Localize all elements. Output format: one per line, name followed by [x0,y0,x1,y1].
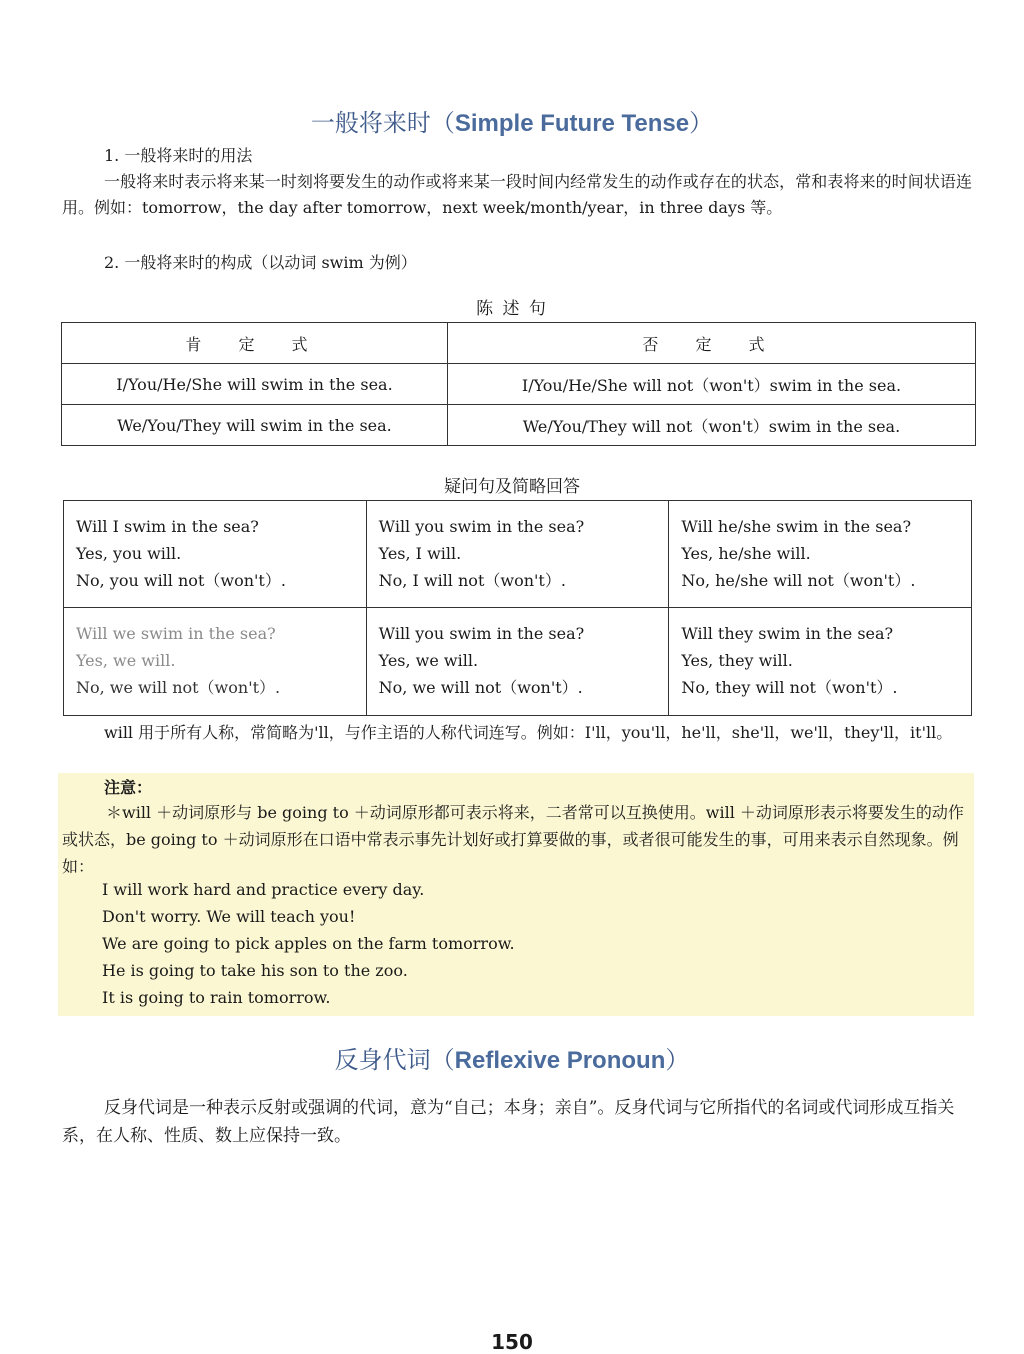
question: Will we swim in the sea? [76,624,276,643]
title-close: ） [689,109,714,137]
table-cell [64,608,367,716]
example-sentence: It is going to rain tomorrow. [102,988,331,1007]
table-cell [366,501,669,608]
interrogative-caption: 疑问句及简略回答 [444,477,580,497]
title-close: ） [665,1046,690,1074]
table-cell: I/You/He/She will not（won't）swim in the sea. [447,364,975,405]
table-cell [366,608,669,716]
section-title-simple-future [0,103,1024,138]
title-en: Simple Future Tense [454,110,690,137]
reflexive-paragraph: 反身代词是一种表示反射或强调的代词，意为“自己；本身；亲自”。反身代词与它所指代的名词或代词形成互指关系，在人称、性质、数上应保持一致。 [62,1098,955,1146]
table-row [62,364,976,405]
note-box [58,773,974,1016]
table-cell [669,501,972,608]
answer-yes: Yes, we will. [76,651,176,670]
answer-yes: Yes, you will. [76,544,182,563]
table-row [64,501,972,608]
table-cell [64,501,367,608]
note-text: ＊will ＋动词原形与 be going to ＋动词原形都可表示将来，二者常可以互换使用。will ＋动词原形表示将要发生的动作或状态，be going to ＋动词原形在口语中常表示事先计划好或打算要做的事，或者很可能发生的事，可用来表示自然现象。例如： [62,803,964,876]
title-en: Reflexive Pronoun [454,1047,666,1074]
answer-yes: Yes, they will. [681,651,793,670]
question: Will you swim in the sea? [378,624,585,643]
form-heading: 2. 一般将来时的构成（以动词 swim 为例） [104,253,417,272]
answer-yes: Yes, we will. [378,651,479,670]
example-sentence: Don't worry. We will teach you! [102,907,356,926]
table-cell: We/You/They will swim in the sea. [62,405,448,446]
header-affirmative: 肯 定 式 [62,323,448,364]
answer-no: No, they will not（won't）. [681,678,898,697]
example-sentence: I will work hard and practice every day. [102,880,425,899]
page-number: 150 [491,1330,533,1354]
title-zh: 反身代词（ [334,1046,455,1074]
declarative-caption: 陈 述 句 [476,299,548,319]
example-sentence: He is going to take his son to the zoo. [102,961,408,980]
title-zh: 一般将来时（ [310,109,455,137]
table-cell [669,608,972,716]
answer-no: No, we will not（won't）. [378,678,583,697]
will-note-paragraph: will 用于所有人称，常简略为'll，与作主语的人称代词连写。例如：I'll，you'll，he'll，she'll，we'll，they'll，it'll。 [104,723,953,742]
interrogative-table [63,500,972,716]
question: Will he/she swim in the sea? [681,517,912,536]
answer-yes: Yes, he/she will. [681,544,811,563]
question: Will I swim in the sea? [76,517,259,536]
question: Will you swim in the sea? [378,517,585,536]
header-negative: 否 定 式 [447,323,975,364]
answer-yes: Yes, I will. [378,544,462,563]
table-cell: We/You/They will not（won't）swim in the sea. [447,405,975,446]
table-row [62,405,976,446]
usage-paragraph: 一般将来时表示将来某一时刻将要发生的动作或将来某一段时间内经常发生的动作或存在的状态，常和表将来的时间状语连用。例如：tomorrow，the day after tomorrow，next week/month/year，in three days 等。 [62,172,972,217]
usage-heading: 1. 一般将来时的用法 [104,146,253,165]
example-sentence: We are going to pick apples on the farm tomorrow. [102,934,515,953]
answer-no: No, you will not（won't）. [76,571,286,590]
answer-no: No, he/she will not（won't）. [681,571,916,590]
question: Will they swim in the sea? [681,624,894,643]
section-title-reflexive-pronoun [0,1040,1024,1075]
table-row [64,608,972,716]
table-cell: I/You/He/She will swim in the sea. [62,364,448,405]
answer-no: No, I will not（won't）. [378,571,566,590]
answer-no: No, we will not（won't）. [76,678,281,697]
declarative-table [61,322,976,446]
note-label: 注意： [104,778,153,797]
